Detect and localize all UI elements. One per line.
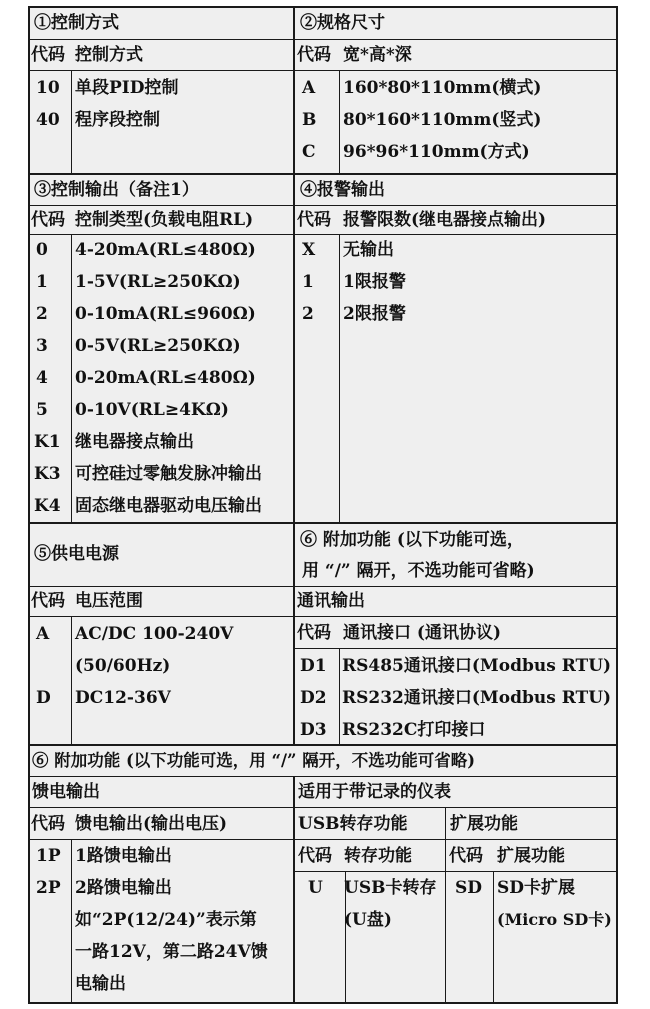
header-code: 代码 (449, 846, 483, 866)
header-control-type: 控制类型(负载电阻RL) (75, 210, 254, 230)
usb-text: (U盘) (344, 910, 392, 930)
subtitle-extension-function: 扩展功能 (450, 814, 518, 834)
h-line (28, 616, 618, 617)
section-title-control-mode: ①控制方式 (34, 13, 119, 33)
h-line (28, 205, 618, 206)
ext-text: (Micro SD卡) (497, 910, 612, 929)
row-code: K4 (34, 496, 61, 516)
h-line (28, 522, 618, 524)
row-code: 2 (302, 304, 314, 324)
row-code: A (302, 78, 316, 98)
row-text: 单段PID控制 (75, 78, 179, 98)
row-code: K3 (34, 464, 61, 484)
subtitle-feed-output: 馈电输出 (32, 782, 100, 802)
section-title-additional-functions-cont: 用 “/” 隔开，不选功能可省略) (302, 561, 535, 581)
row-code: 10 (36, 78, 60, 98)
v-line-code (339, 70, 340, 174)
usb-text: USB卡转存 (344, 878, 437, 898)
ext-text: SD卡扩展 (497, 878, 576, 898)
row-text: 固态继电器驱动电压输出 (75, 496, 262, 516)
header-control-mode: 控制方式 (75, 45, 143, 65)
h-line (28, 586, 618, 587)
v-line-code (71, 839, 72, 1003)
header-extension-function: 扩展功能 (497, 846, 565, 866)
frame-right (616, 6, 618, 1004)
h-line (28, 776, 618, 777)
section-title-dimensions: ②规格尺寸 (300, 13, 385, 33)
row-text: 1路馈电输出 (75, 846, 172, 866)
h-line (28, 744, 618, 746)
header-code: 代码 (31, 814, 65, 834)
section-title-additional-functions: ⑥ 附加功能 (以下功能可选， (300, 530, 524, 550)
header-code: 代码 (31, 45, 65, 65)
section-title-control-output: ③控制输出（备注1） (34, 180, 199, 200)
row-text: 0-20mA(RL≤480Ω) (75, 368, 256, 388)
row-text: 无输出 (343, 240, 394, 260)
h-line (28, 70, 618, 71)
feed-note-line: 如“2P(12/24)”表示第 (75, 910, 257, 930)
h-line (294, 648, 618, 649)
header-voltage-range: 电压范围 (75, 591, 143, 611)
row-code: D (36, 688, 51, 708)
h-line (28, 39, 618, 40)
row-text: 0-10mA(RL≤960Ω) (75, 304, 256, 324)
frame-top (28, 6, 618, 8)
header-code: 代码 (297, 45, 331, 65)
row-text: RS485通讯接口(Modbus RTU) (342, 656, 612, 676)
section-title-power-supply: ⑤供电电源 (34, 544, 119, 564)
row-code: 2 (36, 304, 48, 324)
row-text: 80*160*110mm(竖式) (343, 110, 542, 130)
header-code: 代码 (31, 591, 65, 611)
row-code: B (302, 110, 317, 130)
header-usb-function: 转存功能 (344, 846, 412, 866)
row-text: 2路馈电输出 (75, 878, 172, 898)
row-code: 5 (36, 400, 48, 420)
spec-sheet (28, 6, 618, 1004)
row-text: RS232通讯接口(Modbus RTU) (342, 688, 612, 708)
subtitle-communication-output: 通讯输出 (297, 591, 365, 611)
v-line-code (71, 234, 72, 523)
v-line-code (339, 234, 340, 523)
row-code: 40 (36, 110, 60, 130)
h-line (28, 839, 618, 840)
row-text: 1-5V(RL≥250KΩ) (75, 272, 241, 292)
row-text: 0-10V(RL≥4KΩ) (75, 400, 229, 420)
row-code: 1 (36, 272, 48, 292)
row-text: 可控硅过零触发脉冲输出 (75, 464, 262, 484)
ext-code: SD (455, 878, 483, 898)
feed-note-line: 电输出 (75, 974, 126, 994)
subtitle-usb-function: USB转存功能 (298, 814, 408, 834)
header-code: 代码 (31, 210, 65, 230)
header-alarm-limits: 报警限数(继电器接点输出) (343, 210, 547, 230)
row-text: 2限报警 (343, 304, 406, 324)
v-line-main (293, 776, 295, 1003)
row-text: RS232C打印接口 (342, 720, 486, 740)
row-text: (50/60Hz) (75, 656, 171, 676)
v-line-main (293, 6, 295, 745)
feed-note-line: 一路12V，第二路24V馈 (75, 942, 268, 962)
row-code: 3 (36, 336, 48, 356)
v-line-code (71, 70, 72, 174)
section-title-additional-functions-full: ⑥ 附加功能 (以下功能可选，用 “/” 隔开，不选功能可省略) (32, 751, 476, 770)
row-code: D2 (300, 688, 327, 708)
header-dimensions: 宽*高*深 (343, 45, 412, 65)
row-text: 程序段控制 (75, 110, 160, 130)
v-line-code (71, 616, 72, 745)
row-code: C (302, 142, 316, 162)
row-text: 4-20mA(RL≤480Ω) (75, 240, 256, 260)
row-code: 4 (36, 368, 48, 388)
frame-left (28, 6, 30, 1004)
row-code: D3 (300, 720, 327, 740)
v-line-code (339, 648, 340, 745)
frame-bottom (28, 1002, 618, 1004)
row-text: 继电器接点输出 (75, 432, 194, 452)
row-text: 96*96*110mm(方式) (343, 142, 530, 162)
usb-code: U (308, 878, 323, 898)
header-code: 代码 (297, 210, 331, 230)
row-code: X (302, 240, 316, 260)
h-line (294, 871, 618, 872)
row-text: AC/DC 100-240V (75, 624, 234, 644)
v-line-code (493, 871, 494, 1003)
v-line-split (445, 807, 446, 1003)
header-feed-output: 馈电输出(输出电压) (75, 814, 228, 834)
subtitle-recorder-instruments: 适用于带记录的仪表 (298, 782, 451, 802)
header-communication-interface: 通讯接口 (通讯协议) (343, 623, 502, 643)
row-code: 2P (36, 878, 61, 898)
h-line (28, 234, 618, 235)
row-code: 0 (36, 240, 48, 260)
row-code: 1P (36, 846, 61, 866)
row-code: 1 (302, 272, 314, 292)
section-title-alarm-output: ④报警输出 (300, 180, 385, 200)
row-code: D1 (300, 656, 327, 676)
header-code: 代码 (297, 623, 331, 643)
h-line (28, 173, 618, 175)
row-text: 160*80*110mm(横式) (343, 78, 542, 98)
row-text: DC12-36V (75, 688, 171, 708)
row-code: A (36, 624, 50, 644)
h-line (28, 807, 618, 808)
row-text: 0-5V(RL≥250KΩ) (75, 336, 241, 356)
row-text: 1限报警 (343, 272, 406, 292)
row-code: K1 (34, 432, 61, 452)
header-code: 代码 (298, 846, 332, 866)
